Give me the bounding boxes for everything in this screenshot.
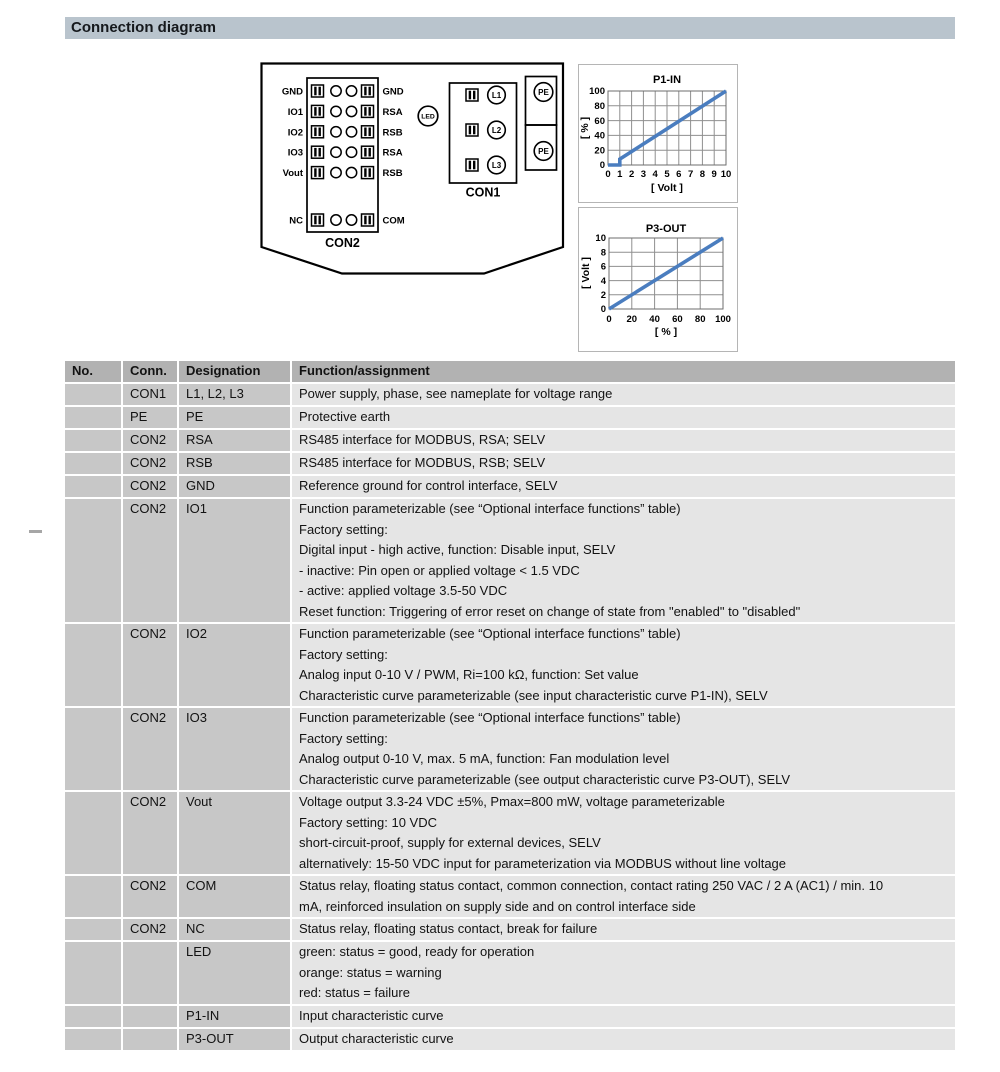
x-tick-label: 20 (626, 314, 638, 325)
x-tick-label: 5 (664, 169, 670, 180)
cell-no (65, 624, 121, 706)
y-tick-label: 2 (600, 290, 606, 301)
con2-left-label: NC (289, 215, 303, 227)
header-cell: Function/assignment (292, 361, 955, 382)
x-tick-label: 1 (617, 169, 623, 180)
con2-left-label: IO1 (287, 106, 303, 118)
y-tick-label: 60 (594, 115, 605, 127)
cell-designation: L1, L2, L3 (179, 384, 290, 405)
cell-no (65, 453, 121, 474)
terminal-bar-icon (319, 87, 321, 96)
con2-right-label: RSB (382, 127, 403, 139)
terminal-bar-icon (314, 216, 316, 225)
cell-designation: NC (179, 919, 290, 940)
terminal-bar-icon (364, 107, 366, 116)
x-axis-label: [ % ] (654, 326, 678, 338)
terminal-bar-icon (319, 128, 321, 137)
cell-no (65, 384, 121, 405)
x-tick-label: 9 (711, 169, 717, 180)
table-row (65, 876, 955, 917)
cell-conn: CON2 (123, 876, 177, 917)
function-line: - active: applied voltage 3.5-50 VDC (299, 583, 508, 598)
phase-pin-label: L3 (491, 161, 502, 170)
cell-function (292, 624, 955, 706)
cell-no (65, 792, 121, 874)
cell-no (65, 942, 121, 1004)
table-row (65, 407, 955, 428)
table-row (65, 476, 955, 497)
cell-conn: PE (123, 407, 177, 428)
cell-designation: IO1 (179, 499, 290, 622)
table-row (65, 499, 955, 622)
x-tick-label: 0 (605, 169, 611, 180)
table-row (65, 1029, 955, 1050)
function-line: Characteristic curve parameterizable (see output characteristic curve P3-OUT), SELV (299, 771, 791, 787)
margin-mark (29, 530, 42, 533)
con2-right-label: RSA (382, 147, 403, 159)
con2-left-label: GND (281, 86, 303, 98)
terminal-bar-icon (369, 216, 371, 225)
cell-function (292, 1029, 955, 1050)
con2-right-label: RSA (382, 106, 403, 118)
function-line: Function parameterizable (see “Optional interface functions” table) (299, 501, 681, 516)
table-row (65, 1006, 955, 1027)
cell-function (292, 499, 955, 622)
cell-function (292, 942, 955, 1004)
con2-left-label: IO2 (287, 127, 303, 139)
table-header-row (65, 361, 955, 382)
con2-right-label: COM (382, 215, 405, 227)
cell-no (65, 708, 121, 790)
con2-left-label: Vout (282, 168, 303, 180)
terminal-bar-icon (319, 216, 321, 225)
y-tick-label: 10 (595, 233, 606, 245)
cell-function (292, 384, 955, 405)
cell-conn: CON1 (123, 384, 177, 405)
x-tick-label: 80 (694, 314, 706, 325)
y-tick-label: 40 (594, 130, 605, 142)
con2-right-label: RSB (382, 168, 403, 180)
x-tick-label: 10 (720, 169, 732, 180)
y-tick-label: 8 (600, 247, 606, 259)
function-line: Function parameterizable (see “Optional interface functions” table) (299, 626, 681, 641)
header-cell: Designation (179, 361, 290, 382)
cell-conn: CON2 (123, 430, 177, 451)
function-line: Status relay, floating status contact, break for failure (299, 921, 598, 936)
x-tick-label: 0 (606, 314, 612, 325)
phase-pin-label: L1 (491, 91, 502, 100)
terminal-bar-icon (469, 161, 471, 170)
terminal-bar-icon (364, 148, 366, 157)
terminal-bar-icon (364, 128, 366, 137)
x-tick-label: 7 (687, 169, 694, 180)
cell-designation: P3-OUT (179, 1029, 290, 1050)
x-tick-label: 2 (628, 169, 635, 180)
y-tick-label: 20 (594, 145, 605, 157)
terminal-bar-icon (473, 126, 475, 135)
terminal-bar-icon (369, 87, 371, 96)
x-tick-label: 3 (640, 169, 647, 180)
cell-designation: LED (179, 942, 290, 1004)
y-tick-label: 80 (594, 101, 605, 112)
y-tick-label: 100 (589, 86, 605, 98)
y-tick-label: 4 (600, 275, 606, 287)
cell-function (292, 708, 955, 790)
cell-conn: CON2 (123, 708, 177, 790)
function-line: Power supply, phase, see nameplate for voltage range (299, 386, 613, 401)
function-line: Status relay, floating status contact, common connection, contact rating 250 VAC / 2 A (AC1) / min. 10 (299, 878, 884, 893)
function-line: Protective earth (299, 409, 391, 424)
function-line: Input characteristic curve (299, 1007, 444, 1023)
table-row (65, 624, 955, 706)
table-row (65, 792, 955, 874)
function-line: Factory setting: (299, 730, 388, 746)
cell-conn: CON2 (123, 499, 177, 622)
chart-title: P1-IN (652, 74, 682, 86)
function-line: Characteristic curve parameterizable (see input characteristic curve P1-IN), SELV (299, 687, 768, 703)
cell-no (65, 876, 121, 917)
cell-no (65, 1029, 121, 1050)
con2-right-label: GND (382, 86, 404, 98)
cell-designation: RSB (179, 453, 290, 474)
cell-function (292, 430, 955, 451)
terminal-bar-icon (469, 91, 471, 100)
x-tick-label: 60 (672, 314, 683, 325)
function-line: orange: status = warning (299, 964, 442, 980)
terminal-bar-icon (314, 128, 316, 137)
cell-function (292, 792, 955, 874)
cell-no (65, 430, 121, 451)
y-tick-label: 6 (600, 261, 606, 273)
function-line: RS485 interface for MODBUS, RSB; SELV (299, 455, 546, 470)
chart-p1-in (578, 64, 738, 203)
page-title: Connection diagram (65, 17, 955, 39)
cell-conn (123, 1029, 177, 1050)
table-row (65, 384, 955, 405)
y-axis-label: [ % ] (579, 116, 591, 140)
function-line: Analog input 0-10 V / PWM, Ri=100 kΩ, function: Set value (299, 667, 639, 682)
y-axis-label: [ Volt ] (580, 257, 592, 289)
cell-conn: CON2 (123, 624, 177, 706)
cell-function (292, 1006, 955, 1027)
cell-function (292, 407, 955, 428)
x-axis-label: [ Volt ] (651, 182, 683, 194)
cell-designation: Vout (179, 792, 290, 874)
led-label: LED (421, 113, 435, 121)
x-tick-label: 8 (699, 169, 706, 180)
cell-conn: CON2 (123, 476, 177, 497)
header-cell: Conn. (123, 361, 177, 382)
con1-title: CON1 (465, 185, 501, 200)
y-tick-label: 0 (600, 304, 606, 316)
function-line: short-circuit-proof, supply for external devices, SELV (299, 835, 601, 850)
function-line: red: status = failure (299, 985, 410, 1000)
function-line: Factory setting: (299, 521, 388, 537)
function-line: Reset function: Triggering of error reset on change of state from "enabled" to "disabled" (299, 603, 801, 619)
table-row (65, 942, 955, 1004)
con2-title: CON2 (325, 236, 360, 250)
terminal-bar-icon (314, 168, 316, 177)
terminal-bar-icon (319, 148, 321, 157)
connection-diagram (260, 62, 565, 275)
x-tick-label: 6 (676, 169, 682, 180)
cell-designation: COM (179, 876, 290, 917)
table-row (65, 453, 955, 474)
terminal-bar-icon (314, 87, 316, 96)
pe-label: PE (538, 88, 549, 97)
function-line: mA, reinforced insulation on supply side and on control interface side (299, 898, 696, 914)
terminal-bar-icon (314, 107, 316, 116)
terminal-bar-icon (319, 107, 321, 116)
x-tick-label: 40 (649, 314, 660, 325)
function-line: Voltage output 3.3-24 VDC ±5%, Pmax=800 mW, voltage parameterizable (299, 794, 725, 809)
cell-function (292, 476, 955, 497)
terminal-bar-icon (364, 87, 366, 96)
table-row (65, 430, 955, 451)
chart-line (609, 238, 723, 309)
terminal-bar-icon (364, 216, 366, 225)
chart-title: P3-OUT (645, 223, 687, 235)
connection-table (65, 361, 955, 1052)
terminal-bar-icon (364, 168, 366, 177)
terminal-bar-icon (319, 168, 321, 177)
terminal-bar-icon (314, 148, 316, 157)
function-line: Output characteristic curve (299, 1030, 454, 1046)
function-line: RS485 interface for MODBUS, RSA; SELV (299, 432, 546, 447)
chart-p3-out (578, 207, 738, 352)
cell-conn (123, 1006, 177, 1027)
cell-no (65, 476, 121, 497)
table-row (65, 919, 955, 940)
terminal-bar-icon (369, 107, 371, 116)
cell-designation: GND (179, 476, 290, 497)
cell-no (65, 919, 121, 940)
chart-p3-out-canvas (579, 208, 737, 351)
x-tick-label: 4 (652, 169, 658, 180)
function-line: Digital input - high active, function: Disable input, SELV (299, 542, 616, 557)
function-line: - inactive: Pin open or applied voltage < 1.5 VDC (299, 562, 580, 578)
function-line: Function parameterizable (see “Optional interface functions” table) (299, 710, 681, 725)
function-line: Reference ground for control interface, SELV (299, 478, 558, 493)
cell-no (65, 407, 121, 428)
cell-designation: P1-IN (179, 1006, 290, 1027)
cell-conn (123, 942, 177, 1004)
cell-conn: CON2 (123, 453, 177, 474)
terminal-bar-icon (369, 128, 371, 137)
terminal-bar-icon (473, 91, 475, 100)
cell-function (292, 919, 955, 940)
table-row (65, 708, 955, 790)
function-line: alternatively: 15-50 VDC input for parameterization via MODBUS without line voltage (299, 855, 787, 871)
cell-designation: PE (179, 407, 290, 428)
function-line: Factory setting: 10 VDC (299, 814, 437, 830)
pe-label: PE (538, 147, 549, 156)
function-line: green: status = good, ready for operation (299, 944, 535, 959)
phase-pin-label: L2 (491, 126, 502, 135)
cell-conn: CON2 (123, 919, 177, 940)
function-line: Analog output 0-10 V, max. 5 mA, function: Fan modulation level (299, 751, 670, 766)
terminal-bar-icon (473, 161, 475, 170)
header-cell: No. (65, 361, 121, 382)
x-tick-label: 100 (715, 314, 731, 325)
cell-designation: IO3 (179, 708, 290, 790)
terminal-bar-icon (469, 126, 471, 135)
con2-left-label: IO3 (287, 147, 303, 159)
function-line: Factory setting: (299, 646, 388, 662)
cell-designation: RSA (179, 430, 290, 451)
y-tick-label: 0 (599, 160, 605, 172)
cell-function (292, 453, 955, 474)
terminal-bar-icon (369, 148, 371, 157)
chart-p1-in-canvas (579, 65, 737, 202)
cell-conn: CON2 (123, 792, 177, 874)
cell-function (292, 876, 955, 917)
cell-designation: IO2 (179, 624, 290, 706)
terminal-bar-icon (369, 168, 371, 177)
cell-no (65, 1006, 121, 1027)
cell-no (65, 499, 121, 622)
